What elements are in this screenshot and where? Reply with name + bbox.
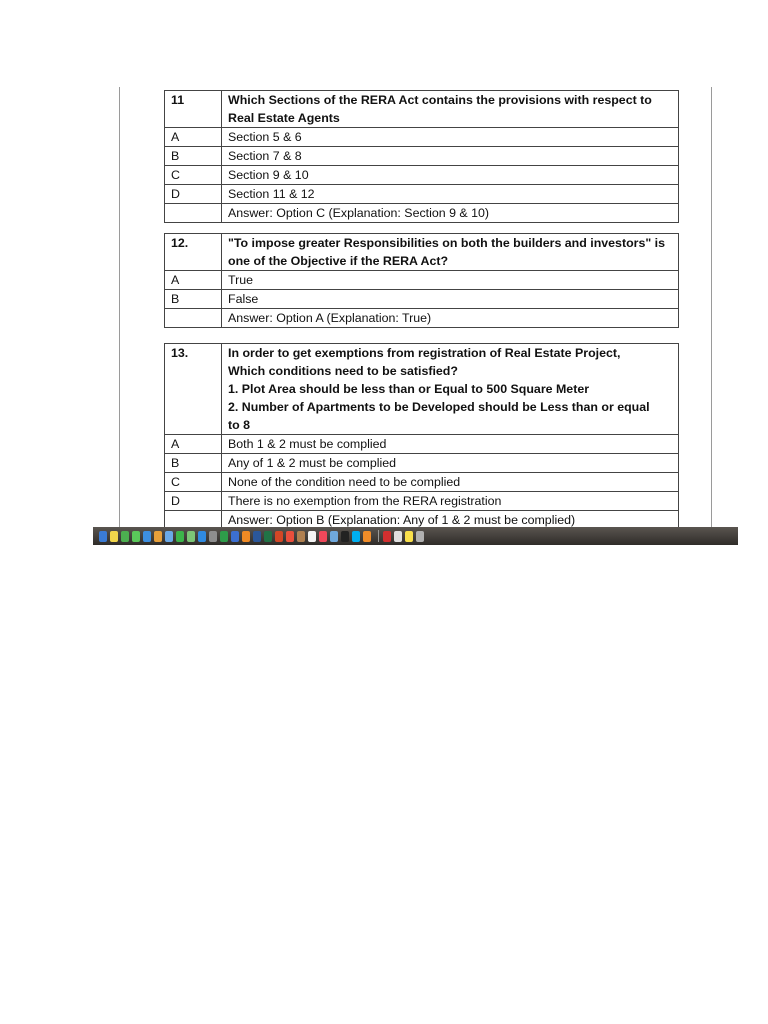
option-row: [165, 290, 679, 309]
question-text: In order to get exemptions from registration of Real Estate Project, Which conditions need to be satisfied? 1. Plot Area should be less than or Equal to 500 Square Meter 2. Number of Apartments to be Developed should be Less than or equal to 8: [222, 344, 679, 435]
pages-icon[interactable]: [242, 531, 250, 542]
powerpoint-icon[interactable]: [275, 531, 283, 542]
option-letter: C: [165, 473, 222, 492]
maps-icon[interactable]: [187, 531, 195, 542]
option-row: [165, 454, 679, 473]
page-left-margin-line: [119, 87, 120, 527]
question-number: 11: [165, 91, 222, 128]
option-row: [165, 185, 679, 204]
stickies-icon[interactable]: [405, 531, 413, 542]
safari-icon[interactable]: [143, 531, 151, 542]
answer-row: [165, 511, 679, 528]
option-letter: C: [165, 166, 222, 185]
reminders-icon[interactable]: [308, 531, 316, 542]
answer-spacer-cell: [165, 204, 222, 223]
option-letter: B: [165, 290, 222, 309]
page-right-margin-line: [711, 87, 712, 527]
answer-spacer-cell: [165, 511, 222, 528]
option-letter: B: [165, 454, 222, 473]
calendar-icon[interactable]: [286, 531, 294, 542]
dock-taskbar: [93, 527, 738, 545]
question-text: Which Sections of the RERA Act contains the provisions with respect to Real Estate Agents: [222, 91, 679, 128]
document-page: [93, 87, 738, 527]
option-row: [165, 166, 679, 185]
question-table-11: [164, 90, 679, 223]
word-icon[interactable]: [253, 531, 261, 542]
finder-icon[interactable]: [99, 531, 107, 542]
answer-text: Answer: Option B (Explanation: Any of 1 & 2 must be complied): [222, 511, 679, 528]
option-row: [165, 128, 679, 147]
mail-icon[interactable]: [165, 531, 173, 542]
question-text: "To impose greater Responsibilities on both the builders and investors" is one of the Objective if the RERA Act?: [222, 234, 679, 271]
question-table-13: [164, 343, 679, 527]
question-table-12: [164, 233, 679, 328]
option-text: Any of 1 & 2 must be complied: [222, 454, 679, 473]
option-row: [165, 435, 679, 454]
trash-icon[interactable]: [416, 531, 424, 542]
option-row: [165, 271, 679, 290]
skype-icon[interactable]: [352, 531, 360, 542]
option-text: None of the condition need to be complied: [222, 473, 679, 492]
facetime-icon[interactable]: [176, 531, 184, 542]
keynote-icon[interactable]: [231, 531, 239, 542]
answer-text: Answer: Option C (Explanation: Section 9 & 10): [222, 204, 679, 223]
option-text: Section 5 & 6: [222, 128, 679, 147]
option-letter: A: [165, 128, 222, 147]
option-letter: A: [165, 435, 222, 454]
contacts-icon[interactable]: [297, 531, 305, 542]
answer-row: [165, 309, 679, 328]
option-row: [165, 492, 679, 511]
answer-row: [165, 204, 679, 223]
option-row: [165, 473, 679, 492]
option-letter: D: [165, 185, 222, 204]
photos-icon[interactable]: [154, 531, 162, 542]
settings-icon[interactable]: [209, 531, 217, 542]
notes-icon[interactable]: [110, 531, 118, 542]
question-number: 13.: [165, 344, 222, 435]
option-letter: B: [165, 147, 222, 166]
chrome-icon[interactable]: [121, 531, 129, 542]
option-text: True: [222, 271, 679, 290]
option-text: Section 11 & 12: [222, 185, 679, 204]
vlc-icon[interactable]: [363, 531, 371, 542]
option-text: False: [222, 290, 679, 309]
dock-separator: [378, 530, 379, 542]
messages-icon[interactable]: [132, 531, 140, 542]
numbers-icon[interactable]: [220, 531, 228, 542]
option-text: There is no exemption from the RERA registration: [222, 492, 679, 511]
question-number: 12.: [165, 234, 222, 271]
question-row: [165, 344, 679, 435]
option-text: Both 1 & 2 must be complied: [222, 435, 679, 454]
question-row: [165, 234, 679, 271]
option-text: Section 9 & 10: [222, 166, 679, 185]
option-text: Section 7 & 8: [222, 147, 679, 166]
option-letter: A: [165, 271, 222, 290]
answer-spacer-cell: [165, 309, 222, 328]
excel-icon[interactable]: [264, 531, 272, 542]
acrobat-icon[interactable]: [383, 531, 391, 542]
option-letter: D: [165, 492, 222, 511]
appstore-icon[interactable]: [198, 531, 206, 542]
answer-text: Answer: Option A (Explanation: True): [222, 309, 679, 328]
question-row: [165, 91, 679, 128]
music-icon[interactable]: [319, 531, 327, 542]
textedit-icon[interactable]: [394, 531, 402, 542]
preview-icon[interactable]: [330, 531, 338, 542]
option-row: [165, 147, 679, 166]
terminal-icon[interactable]: [341, 531, 349, 542]
